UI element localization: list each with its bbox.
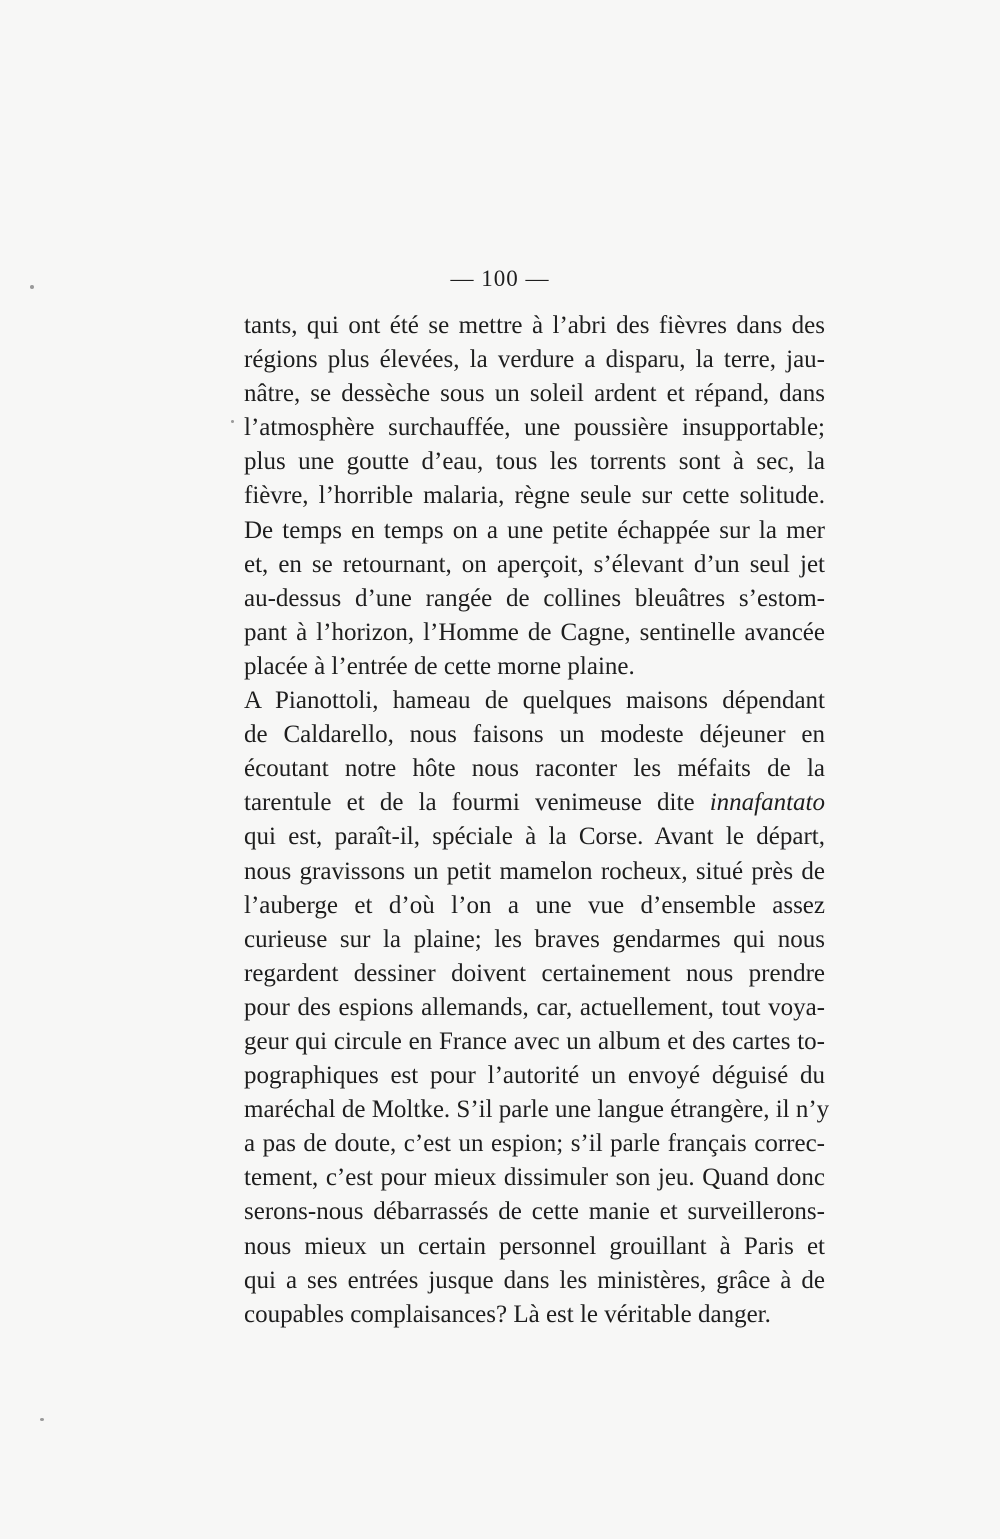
text-line: de Caldarello, nous faisons un modeste déjeuner en bbox=[244, 721, 825, 749]
text-line: écoutant notre hôte nous raconter les méfaits de la bbox=[244, 755, 825, 783]
text-line: geur qui circule en France avec un album et des cartes to- bbox=[244, 1027, 825, 1055]
text-line: curieuse sur la plaine; les braves gendarmes qui nous bbox=[244, 925, 825, 953]
text-line: tement, c’est pour mieux dissimuler son jeu. Quand donc bbox=[244, 1164, 825, 1192]
text-line: De temps en temps on a une petite échappée sur la mer bbox=[244, 516, 825, 544]
text-line: l’auberge et d’où l’on a une vue d’ensemble assez bbox=[244, 891, 825, 919]
text-line: fièvre, l’horrible malaria, règne seule sur cette solitude. bbox=[244, 482, 825, 510]
text-line-start: tarentule et de la fourmi venimeuse dite bbox=[244, 789, 695, 817]
text-line: au-dessus d’une rangée de collines bleuâtres s’estom- bbox=[244, 584, 825, 612]
text-line: qui est, paraît-il, spéciale à la Corse. Avant le départ, bbox=[244, 823, 825, 851]
text-line: pant à l’horizon, l’Homme de Cagne, sentinelle avancée bbox=[244, 618, 825, 646]
text-line: l’atmosphère surchauffée, une poussière insupportable; bbox=[244, 414, 825, 442]
text-line: nous gravissons un petit mamelon rocheux, situé près de bbox=[244, 857, 825, 885]
text-line: coupables complaisances? Là est le véritable danger. bbox=[244, 1300, 771, 1328]
text-line: et, en se retournant, on aperçoit, s’élevant d’un seul jet bbox=[244, 550, 825, 578]
text-line: régions plus élevées, la verdure a disparu, la terre, jau- bbox=[244, 346, 825, 374]
paper-speck bbox=[231, 420, 234, 423]
text-line: pour des espions allemands, car, actuellement, tout voya- bbox=[244, 993, 825, 1021]
text-line: placée à l’entrée de cette morne plaine. bbox=[244, 652, 635, 680]
text-line: regardent dessiner doivent certainement nous prendre bbox=[244, 959, 825, 987]
paper-speck bbox=[30, 285, 34, 289]
text-line: A Pianottoli, hameau de quelques maisons dépendant bbox=[244, 687, 825, 715]
text-line: plus une goutte d’eau, tous les torrents sont à sec, la bbox=[244, 448, 825, 476]
italic-word: innafantato bbox=[709, 789, 826, 817]
text-line: qui a ses entrées jusque dans les ministères, grâce à de bbox=[244, 1266, 825, 1294]
text-line: a pas de doute, c’est un espion; s’il parle français correc- bbox=[244, 1130, 825, 1158]
text-line: nâtre, se dessèche sous un soleil ardent et répand, dans bbox=[244, 380, 825, 408]
text-line: serons-nous débarrassés de cette manie et surveillerons- bbox=[244, 1198, 825, 1226]
text-line: pographiques est pour l’autorité un envoyé déguisé du bbox=[244, 1062, 825, 1090]
page-number: — 100 — bbox=[450, 266, 550, 291]
text-line: tants, qui ont été se mettre à l’abri des fièvres dans des bbox=[244, 312, 825, 339]
paper-speck bbox=[40, 1418, 44, 1421]
body-text bbox=[244, 309, 830, 1332]
text-line-with-emphasis bbox=[244, 786, 825, 820]
text-line: maréchal de Moltke. S’il parle une langue étrangère, il n’y bbox=[244, 1096, 830, 1124]
text-line: nous mieux un certain personnel grouillant à Paris et bbox=[244, 1232, 825, 1260]
